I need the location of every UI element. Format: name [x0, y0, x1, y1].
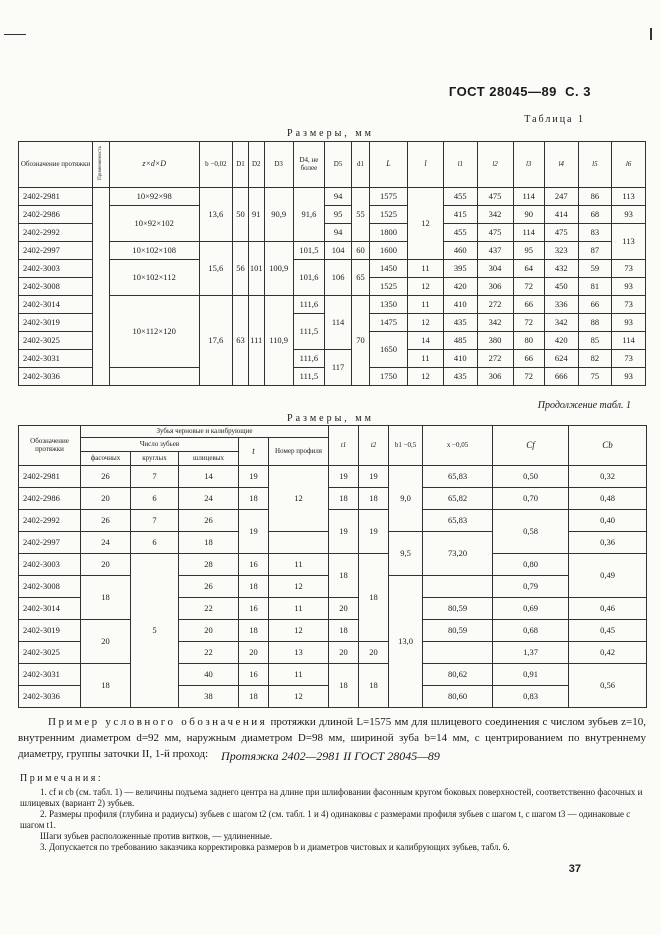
table-cell: 81 [578, 278, 612, 296]
table-cell: 2402-3008 [19, 576, 81, 598]
table-cell: 19 [329, 466, 359, 488]
th-l3: l3 [513, 142, 544, 188]
table-cell: 10×92×98 [109, 188, 199, 206]
table-cell: 93 [612, 314, 646, 332]
th-l5: l5 [578, 142, 612, 188]
table-cell: 2402-2986 [19, 488, 81, 510]
table-cell: 1750 [369, 368, 407, 386]
table-cell: 1650 [369, 332, 407, 368]
table1-label: Таблица 1 [524, 114, 585, 125]
table-cell: 10×112×120 [109, 296, 199, 368]
table-cell: 20 [359, 642, 389, 664]
table-cell: 28 [179, 554, 239, 576]
table-cell: 342 [544, 314, 578, 332]
table-cell: 13,6 [199, 188, 233, 242]
table-cell: 15,6 [199, 242, 233, 296]
th2-cb: Cb [569, 426, 647, 466]
table-cell [423, 642, 493, 664]
table-cell: 0,68 [493, 620, 569, 642]
table-cell: 1800 [369, 224, 407, 242]
th-l: l [408, 142, 444, 188]
table-cell: 0,80 [493, 554, 569, 576]
table-cell: 65,82 [423, 488, 493, 510]
table-cell: 12 [269, 686, 329, 708]
table2-caption: Размеры, мм [287, 413, 374, 424]
table-cell: 20 [239, 642, 269, 664]
table-cell: 19 [359, 466, 389, 488]
table-cell: 24 [81, 532, 131, 554]
th-l6: l6 [612, 142, 646, 188]
table-cell: 11 [269, 554, 329, 576]
table-cell: 336 [544, 296, 578, 314]
th-L: L [369, 142, 407, 188]
table-cell: 104 [325, 242, 352, 260]
table-cell: 475 [477, 224, 513, 242]
table-cell: 114 [325, 296, 352, 350]
table-cell: 16 [239, 664, 269, 686]
table-row [19, 260, 646, 278]
table-cell: 485 [443, 332, 477, 350]
table-cell: 80 [513, 332, 544, 350]
table-cell: 68 [578, 206, 612, 224]
th2-spline: шлицевых [179, 452, 239, 466]
table-cell: 22 [179, 642, 239, 664]
table-cell: 2402-3031 [19, 664, 81, 686]
th2-t1: t1 [329, 426, 359, 466]
table-cell: 20 [81, 554, 131, 576]
table-cell: 18 [239, 686, 269, 708]
table-cell: 18 [81, 664, 131, 708]
table-cell: 59 [578, 260, 612, 278]
table-cell: 2402-3036 [19, 368, 93, 386]
table-row [19, 488, 647, 510]
table-cell: 14 [408, 332, 444, 350]
table-cell: 1575 [369, 188, 407, 206]
table-cell: 12 [408, 314, 444, 332]
example-lead: Пример условного обозначения [48, 716, 268, 728]
th-D2: D2 [248, 142, 264, 188]
table-cell: 73 [612, 296, 646, 314]
table-cell: 20 [81, 488, 131, 510]
table-row [19, 188, 646, 206]
table-cell: 1525 [369, 206, 407, 224]
table-cell: 2402-3003 [19, 260, 93, 278]
table-row [19, 206, 646, 224]
table-cell: 95 [513, 242, 544, 260]
table-cell: 111,5 [293, 314, 324, 350]
table-cell: 82 [578, 350, 612, 368]
table-cell: 304 [477, 260, 513, 278]
th2-profile: Номер профиля [269, 438, 329, 466]
table-cell: 65 [352, 260, 370, 296]
table-cell: 410 [443, 350, 477, 368]
table-cell: 91,6 [293, 188, 324, 242]
table-cell: 14 [179, 466, 239, 488]
table-cell: 2402-2992 [19, 224, 93, 242]
table-cell: 5 [131, 554, 179, 708]
table-cell: 111,6 [293, 296, 324, 314]
table-cell: 80,62 [423, 664, 493, 686]
table-cell: 111,6 [293, 350, 324, 368]
table-cell: 72 [513, 314, 544, 332]
table-cell: 2402-3014 [19, 296, 93, 314]
th-b: b −0,02 [199, 142, 233, 188]
table-cell: 7 [131, 466, 179, 488]
table-cell: 395 [443, 260, 477, 278]
th-designation: Обозначение протяжки [19, 142, 93, 188]
table-cell: 114 [513, 188, 544, 206]
table-cell: 2402-3025 [19, 332, 93, 350]
note-1: 1. cf и cb (см. табл. 1) — величины подъема заднего центра на длине при шлифовании фасонным кругом боковых поверхностей, соответственно фасочных и шлицевых (вариант 2) зубьев. [20, 787, 643, 808]
table-cell: 65,83 [423, 466, 493, 488]
table-cell: 73 [612, 350, 646, 368]
note-3: 3. Допускается по требованию заказчика корректировка размеров b и диаметров чистовых и калибрующих зубьев, табл. 6. [40, 842, 510, 852]
table-cell: 11 [269, 598, 329, 620]
table-cell: 6 [131, 532, 179, 554]
table-cell: 272 [477, 350, 513, 368]
table-cell: 450 [544, 278, 578, 296]
table-cell: 2402-3031 [19, 350, 93, 368]
table-cell: 93 [612, 368, 646, 386]
table-cell: 455 [443, 188, 477, 206]
table-cell: 73 [612, 260, 646, 278]
table-cell: 0,48 [569, 488, 647, 510]
table-cell: 1350 [369, 296, 407, 314]
table-cell: 26 [179, 510, 239, 532]
standard-number: ГОСТ 28045—89 [448, 84, 557, 99]
th2-sub: Число зубьев [81, 438, 239, 452]
table-cell: 2402-2997 [19, 532, 81, 554]
th2-t2: t2 [359, 426, 389, 466]
table-cell: 94 [325, 224, 352, 242]
table-cell: 86 [578, 188, 612, 206]
table-cell: 101 [248, 242, 264, 296]
table-cell: 64 [513, 260, 544, 278]
table-cell: 55 [352, 188, 370, 242]
table-cell: 10×92×102 [109, 206, 199, 242]
page-label: С. 3 [565, 84, 591, 99]
table-cell: 114 [612, 332, 646, 350]
th-D1: D1 [233, 142, 249, 188]
table-cell: 0,69 [493, 598, 569, 620]
table-cell: 475 [544, 224, 578, 242]
table-cell: 26 [179, 576, 239, 598]
table-cell: 20 [329, 598, 359, 620]
table-cell: 18 [359, 488, 389, 510]
example-text: протяжки длиной L=1575 мм для шлицевого соединения с числом зубьев z=10, внутренним диаметром d=92 мм, наружным диаметром D=98 мм, шириной зуба b=14 мм, с центрированием по внутреннему диаметру, группы заточки II, 1-й проход: [18, 716, 647, 760]
table-cell: 18 [329, 620, 359, 642]
table-cell: 26 [81, 466, 131, 488]
table-cell: 1525 [369, 278, 407, 296]
table-cell: 2402-2981 [19, 188, 93, 206]
table-cell: 85 [578, 332, 612, 350]
table-cell: 18 [359, 554, 389, 642]
th-zdD: z×d×D [109, 142, 199, 188]
table-cell: 2402-2986 [19, 206, 93, 224]
th-l2: l2 [477, 142, 513, 188]
table-row [19, 466, 647, 488]
table-cell: 88 [578, 314, 612, 332]
table-cell: 2402-3014 [19, 598, 81, 620]
table-cell: 20 [329, 642, 359, 664]
table-cell: 415 [443, 206, 477, 224]
table-cell: 1600 [369, 242, 407, 260]
table-cell: 306 [477, 368, 513, 386]
table-cell: 0,56 [569, 664, 647, 708]
table-cell: 1450 [369, 260, 407, 278]
table-cell: 380 [477, 332, 513, 350]
table-cell: 20 [179, 620, 239, 642]
table-cell: 10×102×108 [109, 242, 199, 260]
table-cell: 83 [578, 224, 612, 242]
table-cell: 420 [443, 278, 477, 296]
table-cell: 12 [408, 278, 444, 296]
notes-section [20, 773, 646, 853]
scan-mark-right [650, 28, 652, 40]
table-cell: 94 [325, 188, 352, 206]
table-cell [269, 532, 329, 554]
table-cell: 2402-3019 [19, 620, 81, 642]
table-cell: 38 [179, 686, 239, 708]
table-cell: 19 [239, 510, 269, 554]
table-cell: 9,5 [389, 532, 423, 576]
th-D5: D5 [325, 142, 352, 188]
table-cell [109, 368, 199, 386]
table-cell: 113 [612, 224, 646, 260]
table-cell: 11 [269, 664, 329, 686]
table-cell: 475 [477, 188, 513, 206]
table-cell: 272 [477, 296, 513, 314]
table-cell: 65,83 [423, 510, 493, 532]
table-cell: 0,58 [493, 510, 569, 554]
th-d1: d1 [352, 142, 370, 188]
table-cell: 460 [443, 242, 477, 260]
table-cell: 420 [544, 332, 578, 350]
table-cell: 24 [179, 488, 239, 510]
table-cell: 18 [239, 620, 269, 642]
table-cell: 12 [269, 620, 329, 642]
table-cell: 18 [329, 488, 359, 510]
table-cell: 0,36 [569, 532, 647, 554]
table-cell: 66 [578, 296, 612, 314]
table-cell: 80,59 [423, 598, 493, 620]
table-cell: 0,70 [493, 488, 569, 510]
table-cell: 66 [513, 296, 544, 314]
table-cell: 12 [269, 466, 329, 532]
th2-t: t [239, 438, 269, 466]
table-cell: 20 [81, 620, 131, 664]
table-cell: 95 [325, 206, 352, 224]
table-cell: 111 [248, 296, 264, 386]
table-cell: 50 [233, 188, 249, 242]
table-cell: 75 [578, 368, 612, 386]
table-cell: 0,79 [493, 576, 569, 598]
table-cell: 19 [359, 510, 389, 554]
th-l4: l4 [544, 142, 578, 188]
table-cell: 0,91 [493, 664, 569, 686]
table-cell: 11 [408, 296, 444, 314]
table-cell: 437 [477, 242, 513, 260]
table-cell: 247 [544, 188, 578, 206]
table-cell [423, 576, 493, 598]
table-cell: 18 [239, 488, 269, 510]
th-applicability: Применяемость [93, 142, 110, 188]
table-row [19, 620, 647, 642]
th2-x: x −0,05 [423, 426, 493, 466]
table-cell: 0,83 [493, 686, 569, 708]
table-cell: 19 [329, 510, 359, 554]
table-cell: 60 [352, 242, 370, 260]
table-cell: 73,20 [423, 532, 493, 576]
table-cell: 0,50 [493, 466, 569, 488]
table-cell: 90 [513, 206, 544, 224]
table-row [19, 554, 647, 576]
table-cell: 1,37 [493, 642, 569, 664]
table-cell: 11 [408, 260, 444, 278]
table-cell: 342 [477, 314, 513, 332]
th-l1: l1 [443, 142, 477, 188]
example-designation: Протяжка 2402—2981 II ГОСТ 28045—89 [221, 749, 440, 763]
th2-round: круглых [131, 452, 179, 466]
th2-group: Зубья черновые и калибрующие [81, 426, 329, 438]
table-cell: 12 [408, 368, 444, 386]
table-cell: 410 [443, 296, 477, 314]
table-cell: 16 [239, 554, 269, 576]
th2-cf: Cf [493, 426, 569, 466]
table-cell: 2402-2997 [19, 242, 93, 260]
table-cell: 110,9 [264, 296, 293, 386]
table-cell: 2402-3036 [19, 686, 81, 708]
table-cell: 90,9 [264, 188, 293, 242]
table-cell: 18 [329, 664, 359, 708]
table-cell: 455 [443, 224, 477, 242]
table-cell: 18 [329, 554, 359, 598]
table-cell: 18 [359, 664, 389, 708]
table-cell: 56 [233, 242, 249, 296]
table-cell: 72 [513, 278, 544, 296]
table-cell: 113 [612, 188, 646, 206]
table-cell [93, 188, 110, 386]
table-cell: 18 [239, 576, 269, 598]
table-cell: 40 [179, 664, 239, 686]
th2-chamfer: фасочных [81, 452, 131, 466]
table-cell: 101,6 [293, 260, 324, 296]
table-cell: 100,9 [264, 242, 293, 296]
table-cell: 101,5 [293, 242, 324, 260]
table-cell: 7 [131, 510, 179, 532]
table-cell: 13,0 [389, 576, 423, 708]
table-cell: 0,46 [569, 598, 647, 620]
table-cell: 6 [131, 488, 179, 510]
note-2: 2. Размеры профиля (глубина и радиусы) зубьев с шагом t2 (см. табл. 1 и 4) одинаковы с размерами профиля зубьев с шагом t, с шагом t3 — одинаковые с шагом t1. [20, 809, 631, 830]
dimensions-table-1 [18, 141, 646, 386]
scan-mark-top-left [4, 34, 26, 35]
table-cell: 114 [513, 224, 544, 242]
table-cell: 2402-3003 [19, 554, 81, 576]
table-cell: 0,40 [569, 510, 647, 532]
table-cell: 0,45 [569, 620, 647, 642]
table-cell: 0,49 [569, 554, 647, 598]
table-cell: 2402-2981 [19, 466, 81, 488]
table-cell: 11 [408, 350, 444, 368]
table-row [19, 242, 646, 260]
table-cell: 12 [408, 188, 444, 260]
table-cell: 72 [513, 368, 544, 386]
table-cell: 22 [179, 598, 239, 620]
table-cell: 0,42 [569, 642, 647, 664]
table2-label: Продолжение табл. 1 [537, 400, 631, 411]
table-cell: 306 [477, 278, 513, 296]
table-cell: 2402-3025 [19, 642, 81, 664]
table-cell: 624 [544, 350, 578, 368]
th-D3: D3 [264, 142, 293, 188]
table-cell: 1475 [369, 314, 407, 332]
table-cell: 18 [179, 532, 239, 554]
page-header [449, 84, 591, 99]
table-cell: 18 [81, 576, 131, 620]
table-cell: 2402-3019 [19, 314, 93, 332]
th-D4: D4, не более [293, 142, 324, 188]
table-cell: 414 [544, 206, 578, 224]
table-cell: 87 [578, 242, 612, 260]
table-cell: 0,32 [569, 466, 647, 488]
table-cell: 19 [239, 466, 269, 488]
table-cell: 435 [443, 368, 477, 386]
table-cell: 2402-2992 [19, 510, 81, 532]
th2-b1: b1 −0,5 [389, 426, 423, 466]
table-cell: 63 [233, 296, 249, 386]
table-cell: 435 [443, 314, 477, 332]
table-cell: 80,60 [423, 686, 493, 708]
table-row [19, 296, 646, 314]
table-cell: 93 [612, 206, 646, 224]
table-cell: 26 [81, 510, 131, 532]
table-cell: 91 [248, 188, 264, 242]
th2-designation: Обозначение протяжки [19, 426, 81, 466]
table-cell: 10×102×112 [109, 260, 199, 296]
table-cell: 2402-3008 [19, 278, 93, 296]
table-cell: 117 [325, 350, 352, 386]
table-cell: 9,0 [389, 466, 423, 532]
table-cell: 16 [239, 598, 269, 620]
table-cell: 93 [612, 278, 646, 296]
table-cell: 70 [352, 296, 370, 386]
table-cell: 342 [477, 206, 513, 224]
table-cell: 432 [544, 260, 578, 278]
note-2b: Шаги зубьев расположенные против витков, — удлиненные. [40, 831, 273, 841]
dimensions-table-2 [18, 425, 647, 708]
table-row [19, 510, 647, 532]
table-cell: 80,59 [423, 620, 493, 642]
table-cell: 13 [269, 642, 329, 664]
table-cell: 111,5 [293, 368, 324, 386]
table-cell: 17,6 [199, 296, 233, 386]
notes-title: Примечания: [20, 773, 104, 784]
table-cell: 66 [513, 350, 544, 368]
table-row [19, 664, 647, 686]
table-cell: 106 [325, 260, 352, 296]
table-cell: 323 [544, 242, 578, 260]
table-cell: 12 [269, 576, 329, 598]
table1-caption: Размеры, мм [287, 128, 374, 139]
page-number: 37 [568, 863, 581, 875]
table-cell: 666 [544, 368, 578, 386]
